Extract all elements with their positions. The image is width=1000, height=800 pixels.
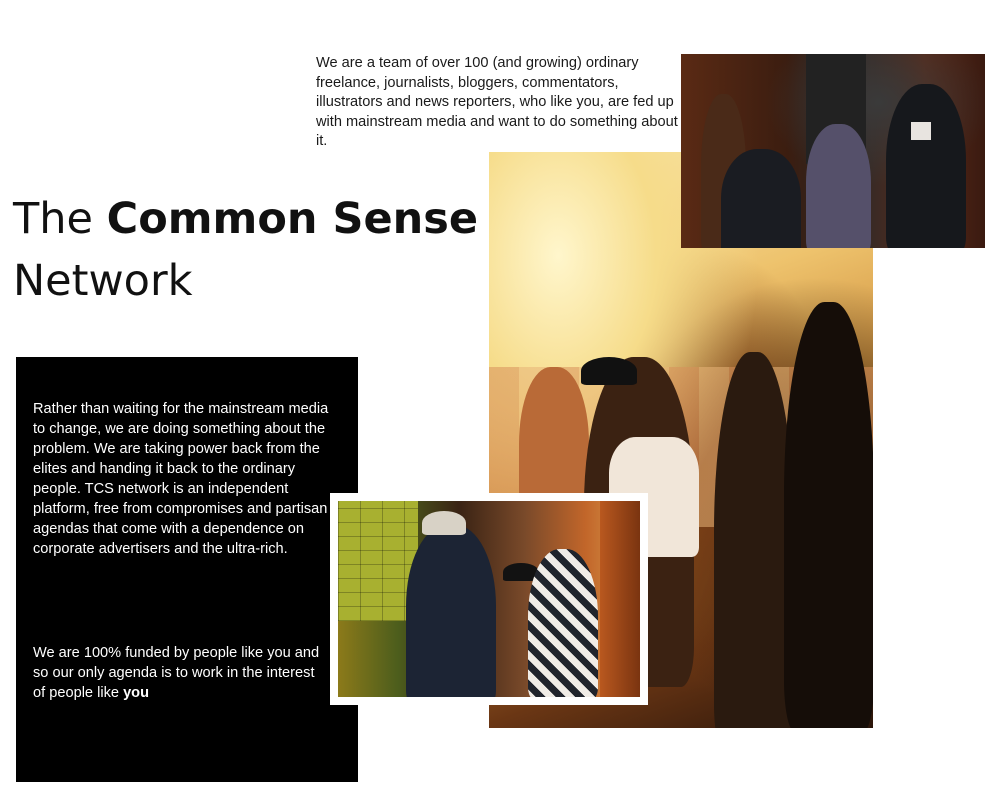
person-figure bbox=[528, 549, 598, 697]
funding-emphasis: you bbox=[123, 685, 150, 701]
cap-shape bbox=[581, 357, 637, 385]
funding-paragraph bbox=[33, 643, 323, 703]
person-figure bbox=[806, 124, 871, 248]
person-figure bbox=[406, 525, 496, 697]
page-title bbox=[13, 188, 478, 312]
person-figure bbox=[784, 302, 873, 728]
person-figure bbox=[714, 352, 794, 728]
bar-photo bbox=[338, 501, 640, 697]
person-figure bbox=[721, 149, 801, 248]
shirt-shape bbox=[911, 122, 931, 140]
mission-panel bbox=[16, 357, 358, 782]
beanie-shape bbox=[422, 511, 466, 535]
pillar-shape bbox=[600, 501, 640, 697]
title-suffix: Network bbox=[13, 256, 193, 306]
title-bold: Common Sense bbox=[106, 194, 478, 244]
audience-photo bbox=[681, 54, 985, 248]
bar-photo-frame bbox=[330, 493, 648, 705]
funding-text: We are 100% funded by people like you and so our only agenda is to work in the interest of people like bbox=[33, 645, 320, 701]
person-figure bbox=[886, 84, 966, 248]
title-prefix: The bbox=[13, 194, 107, 244]
mission-paragraph: Rather than waiting for the mainstream media to change, we are doing something about the problem. We are taking power back from the elites and handing it back to the ordinary people. TCS network is an independent platform, free from compromises and partisan agendas that come with a dependence on corporate advertisers and the ultra-rich. bbox=[33, 401, 329, 557]
intro-text: We are a team of over 100 (and growing) ordinary freelance, journalists, bloggers, commentators, illustrators and news reporters, who like you, are fed up with mainstream media and want to do something about it. bbox=[316, 55, 678, 150]
